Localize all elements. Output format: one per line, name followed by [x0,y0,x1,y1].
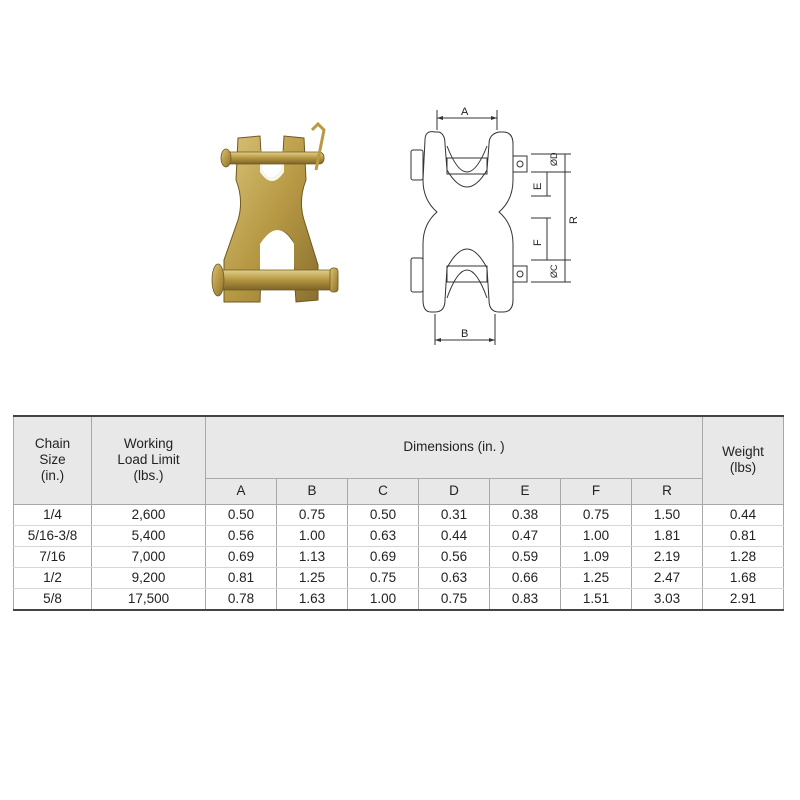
cell-r: 1.81 [632,525,703,546]
table-row [14,546,784,567]
cell-a: 0.56 [206,525,277,546]
label-r: R [568,216,580,224]
cell-r: 2.47 [632,567,703,588]
cell-weight: 1.28 [703,546,784,567]
label-d: ØD [549,152,559,166]
cell-c: 0.50 [348,504,419,525]
cell-d: 0.31 [419,504,490,525]
cell-weight: 0.81 [703,525,784,546]
header-dim-r: R [632,478,703,504]
label-f: F [532,239,544,246]
cell-c: 0.69 [348,546,419,567]
cell-b: 1.00 [277,525,348,546]
label-c: ØC [549,264,559,278]
cell-wll: 2,600 [92,504,206,525]
cell-r: 3.03 [632,588,703,610]
cell-a: 0.78 [206,588,277,610]
header-dim-d: D [419,478,490,504]
cell-c: 0.63 [348,525,419,546]
label-e: E [532,182,544,190]
header-dim-f: F [561,478,632,504]
cell-chain-size: 7/16 [14,546,92,567]
cell-f: 1.51 [561,588,632,610]
cell-weight: 2.91 [703,588,784,610]
header-dim-a: A [206,478,277,504]
table-row [14,525,784,546]
cell-e: 0.47 [490,525,561,546]
cell-chain-size: 5/8 [14,588,92,610]
cell-d: 0.56 [419,546,490,567]
cell-e: 0.83 [490,588,561,610]
double-clevis-photo [200,120,360,320]
cell-chain-size: 1/2 [14,567,92,588]
cell-e: 0.66 [490,567,561,588]
cell-f: 1.00 [561,525,632,546]
technical-drawing [395,100,590,350]
cell-e: 0.59 [490,546,561,567]
spec-table [13,415,784,611]
table-row [14,588,784,610]
table-row [14,567,784,588]
cell-d: 0.75 [419,588,490,610]
cell-f: 1.25 [561,567,632,588]
cell-wll: 7,000 [92,546,206,567]
cell-b: 0.75 [277,504,348,525]
cell-weight: 0.44 [703,504,784,525]
header-dim-c: C [348,478,419,504]
cell-b: 1.13 [277,546,348,567]
cell-chain-size: 1/4 [14,504,92,525]
cell-f: 0.75 [561,504,632,525]
cell-a: 0.81 [206,567,277,588]
header-weight: Weight (lbs) [703,416,784,504]
cell-b: 1.25 [277,567,348,588]
double-clevis-diagram [395,100,590,350]
header-dim-b: B [277,478,348,504]
table-body [14,504,784,610]
cell-weight: 1.68 [703,567,784,588]
header-dim-e: E [490,478,561,504]
header-working-load-limit: Working Load Limit (lbs.) [92,416,206,504]
label-b: B [461,328,469,340]
label-a: A [461,106,469,118]
cell-c: 0.75 [348,567,419,588]
cell-wll: 5,400 [92,525,206,546]
cell-e: 0.38 [490,504,561,525]
cell-a: 0.69 [206,546,277,567]
cell-r: 1.50 [632,504,703,525]
cell-f: 1.09 [561,546,632,567]
cell-wll: 17,500 [92,588,206,610]
cell-wll: 9,200 [92,567,206,588]
cell-b: 1.63 [277,588,348,610]
header-dimensions: Dimensions (in. ) [206,416,703,478]
cell-r: 2.19 [632,546,703,567]
cell-d: 0.63 [419,567,490,588]
table-row [14,504,784,525]
cell-c: 1.00 [348,588,419,610]
cell-d: 0.44 [419,525,490,546]
cell-chain-size: 5/16-3/8 [14,525,92,546]
product-photo [200,120,360,320]
header-chain-size: Chain Size (in.) [14,416,92,504]
cell-a: 0.50 [206,504,277,525]
